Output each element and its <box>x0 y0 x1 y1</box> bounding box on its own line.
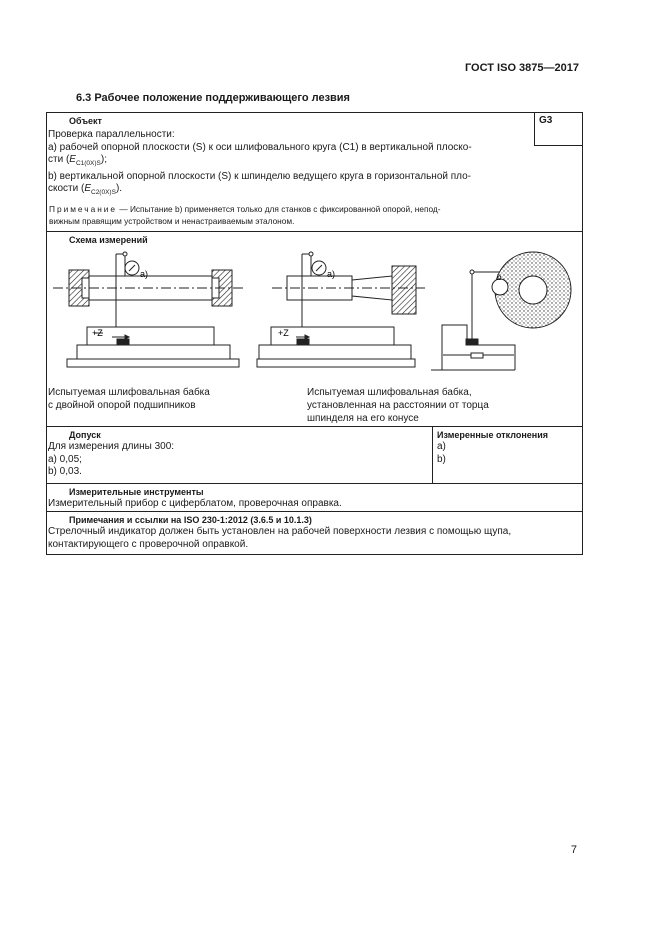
deviation-b: b) <box>437 453 446 465</box>
dial-b-label: b <box>497 273 502 282</box>
tolerance-a: а) 0,05; <box>48 453 82 465</box>
test-table <box>46 112 583 555</box>
wheel-2 <box>392 266 416 314</box>
object-row <box>47 113 582 231</box>
tolerance-line1: Для измерения длины 300: <box>48 441 175 452</box>
object-b-cont: скости $(E_{C2(0X)S})$. <box>48 183 123 196</box>
instruments-label: Измерительные инструменты <box>69 487 204 497</box>
deviation-label: Измеренные отклонения <box>437 430 549 440</box>
deviation-a: а) <box>437 441 446 452</box>
object-label: Объект <box>69 116 102 126</box>
standard-header: ГОСТ ISO 3875—2017 <box>464 62 579 74</box>
object-a-line: а) рабочей опорной плоскости (S) к оси шлифовального круга (C1) в вертикальной плоско- <box>48 141 472 153</box>
tolerance-row <box>47 426 582 483</box>
instruments-row <box>47 483 582 511</box>
object-line1: Проверка параллельности: <box>48 129 175 140</box>
instruments-text: Измерительный прибор с циферблатом, проверочная оправка. <box>48 498 342 509</box>
object-text <box>47 127 533 227</box>
base-1 <box>77 345 230 359</box>
scheme-row <box>47 231 582 426</box>
notes-text-2: контактирующего с проверочной оправкой. <box>48 538 249 550</box>
dial-a-label-2: a) <box>327 269 336 279</box>
section-title: 6.3 Рабочее положение поддерживающего лезвия <box>76 92 350 104</box>
tolerance-b: b) 0,03. <box>48 466 82 477</box>
measurement-diagram <box>47 250 582 380</box>
notes-row <box>47 511 582 554</box>
object-a-cont: сти $(E_{C1(0X)S})$; <box>48 154 107 167</box>
base-2 <box>259 345 411 359</box>
z-label-1: +Z <box>92 328 103 338</box>
scheme-label: Схема измерений <box>69 235 148 245</box>
object-b-line: b) вертикальной опорной плоскости (S) к шпинделю ведущего круга в горизонтальной пло- <box>48 170 472 182</box>
z-label-2: +Z <box>278 328 289 338</box>
notes-text-1: Стрелочный индикатор должен быть установлен на рабочей поверхности лезвия с помощью щупа, <box>48 526 512 537</box>
dial-a-label-1: a) <box>140 269 149 279</box>
blade-2 <box>271 327 394 345</box>
caption-2: Испытуемая шлифовальная бабка, установленная на расстоянии от торца шпинделя на его конусе <box>307 387 489 424</box>
object-note: Примечание — Испытание b) применяется только для станков с фиксированной опорой, непод- вижным правящим устройством и ненастраиваемым эталоном. <box>49 203 441 226</box>
note-prefix: Примечание <box>49 203 118 214</box>
test-code: G3 <box>534 113 582 146</box>
caption-1: Испытуемая шлифовальная бабка с двойной опорой подшипников <box>48 387 210 411</box>
blade-1 <box>87 327 214 345</box>
page-number: 7 <box>570 844 577 856</box>
notes-label: Примечания и ссылки на ISO 230-1:2012 (3.6.5 и 10.1.3) <box>69 515 312 525</box>
tolerance-label: Допуск <box>69 430 101 440</box>
